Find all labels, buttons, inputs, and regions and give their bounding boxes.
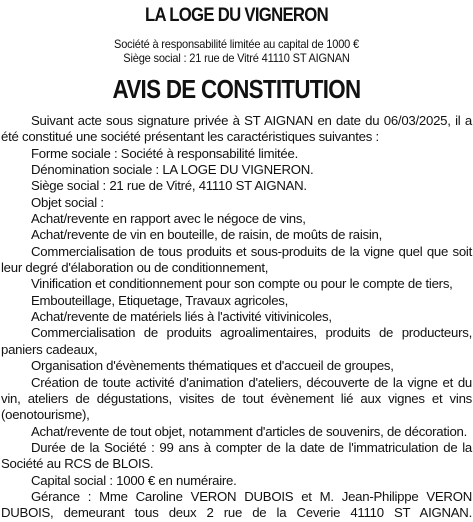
intro-paragraph: Suivant acte sous signature privée à ST AIGNAN en date du 06/03/2025, il a été constitué une société présentant les caractéristiques suivantes : — [1, 113, 472, 145]
purpose-item: Vinification et conditionnement pour son compte ou pour le compte de tiers, — [31, 276, 453, 292]
purpose-item: Achat/revente de matériels liés à l'activité vitivinicoles, — [31, 309, 332, 325]
management-paragraph: Gérance : Mme Caroline VERON DUBOIS et M. Jean-Philippe VERON DUBOIS, demeurant tous deux 2 rue de la Ceverie 41110 ST AIGNAN. — [1, 488, 472, 521]
company-capital-line: Société à responsabilité limitée au capital de 1000 € — [114, 37, 359, 51]
purpose-item: Embouteillage, Etiquetage, Travaux agricoles, — [31, 292, 289, 308]
purpose-item: Achat/revente en rapport avec le négoce de vins, — [31, 211, 306, 227]
company-name: LA LOGE DU VIGNERON — [145, 5, 328, 26]
notice-title: AVIS DE CONSTITUTION — [112, 74, 361, 104]
purpose-item: Création de toute activité d'animation d'ateliers, découverte de la vigne et du vin, ateliers de dégustations, visites de tout évènement lié aux vignes et vins (oenotourisme), — [1, 374, 472, 423]
purpose-heading: Objet social : — [31, 194, 104, 210]
purpose-item: Achat/revente de tout objet, notamment d'articles de souvenirs, de décoration. — [31, 423, 468, 439]
notice-body — [1, 113, 472, 522]
purpose-item: Commercialisation de produits agroalimentaires, produits de producteurs, paniers cadeaux, — [1, 325, 472, 357]
company-name-paragraph: Dénomination sociale : LA LOGE DU VIGNERON. — [31, 162, 314, 178]
purpose-item: Organisation d'évènements thématiques et d'accueil de groupes, — [31, 358, 394, 374]
legal-form-paragraph: Forme sociale : Société à responsabilité limitée. — [31, 145, 299, 161]
duration-paragraph: Durée de la Société : 99 ans à compter de la date de l'immatriculation de la Société au RCS de BLOIS. — [1, 439, 472, 472]
share-capital-paragraph: Capital social : 1000 € en numéraire. — [31, 472, 237, 488]
registered-office-paragraph: Siège social : 21 rue de Vitré, 41110 ST AIGNAN. — [31, 178, 307, 194]
purpose-item: Commercialisation de tous produits et sous-produits de la vigne quel que soit leur degré d'élaboration ou de conditionnement, — [1, 243, 472, 276]
purpose-item: Achat/revente de vin en bouteille, de raisin, de moûts de raisin, — [31, 227, 383, 243]
company-siege-line: Siège social : 21 rue de Vitré 41110 ST AIGNAN — [123, 51, 350, 65]
